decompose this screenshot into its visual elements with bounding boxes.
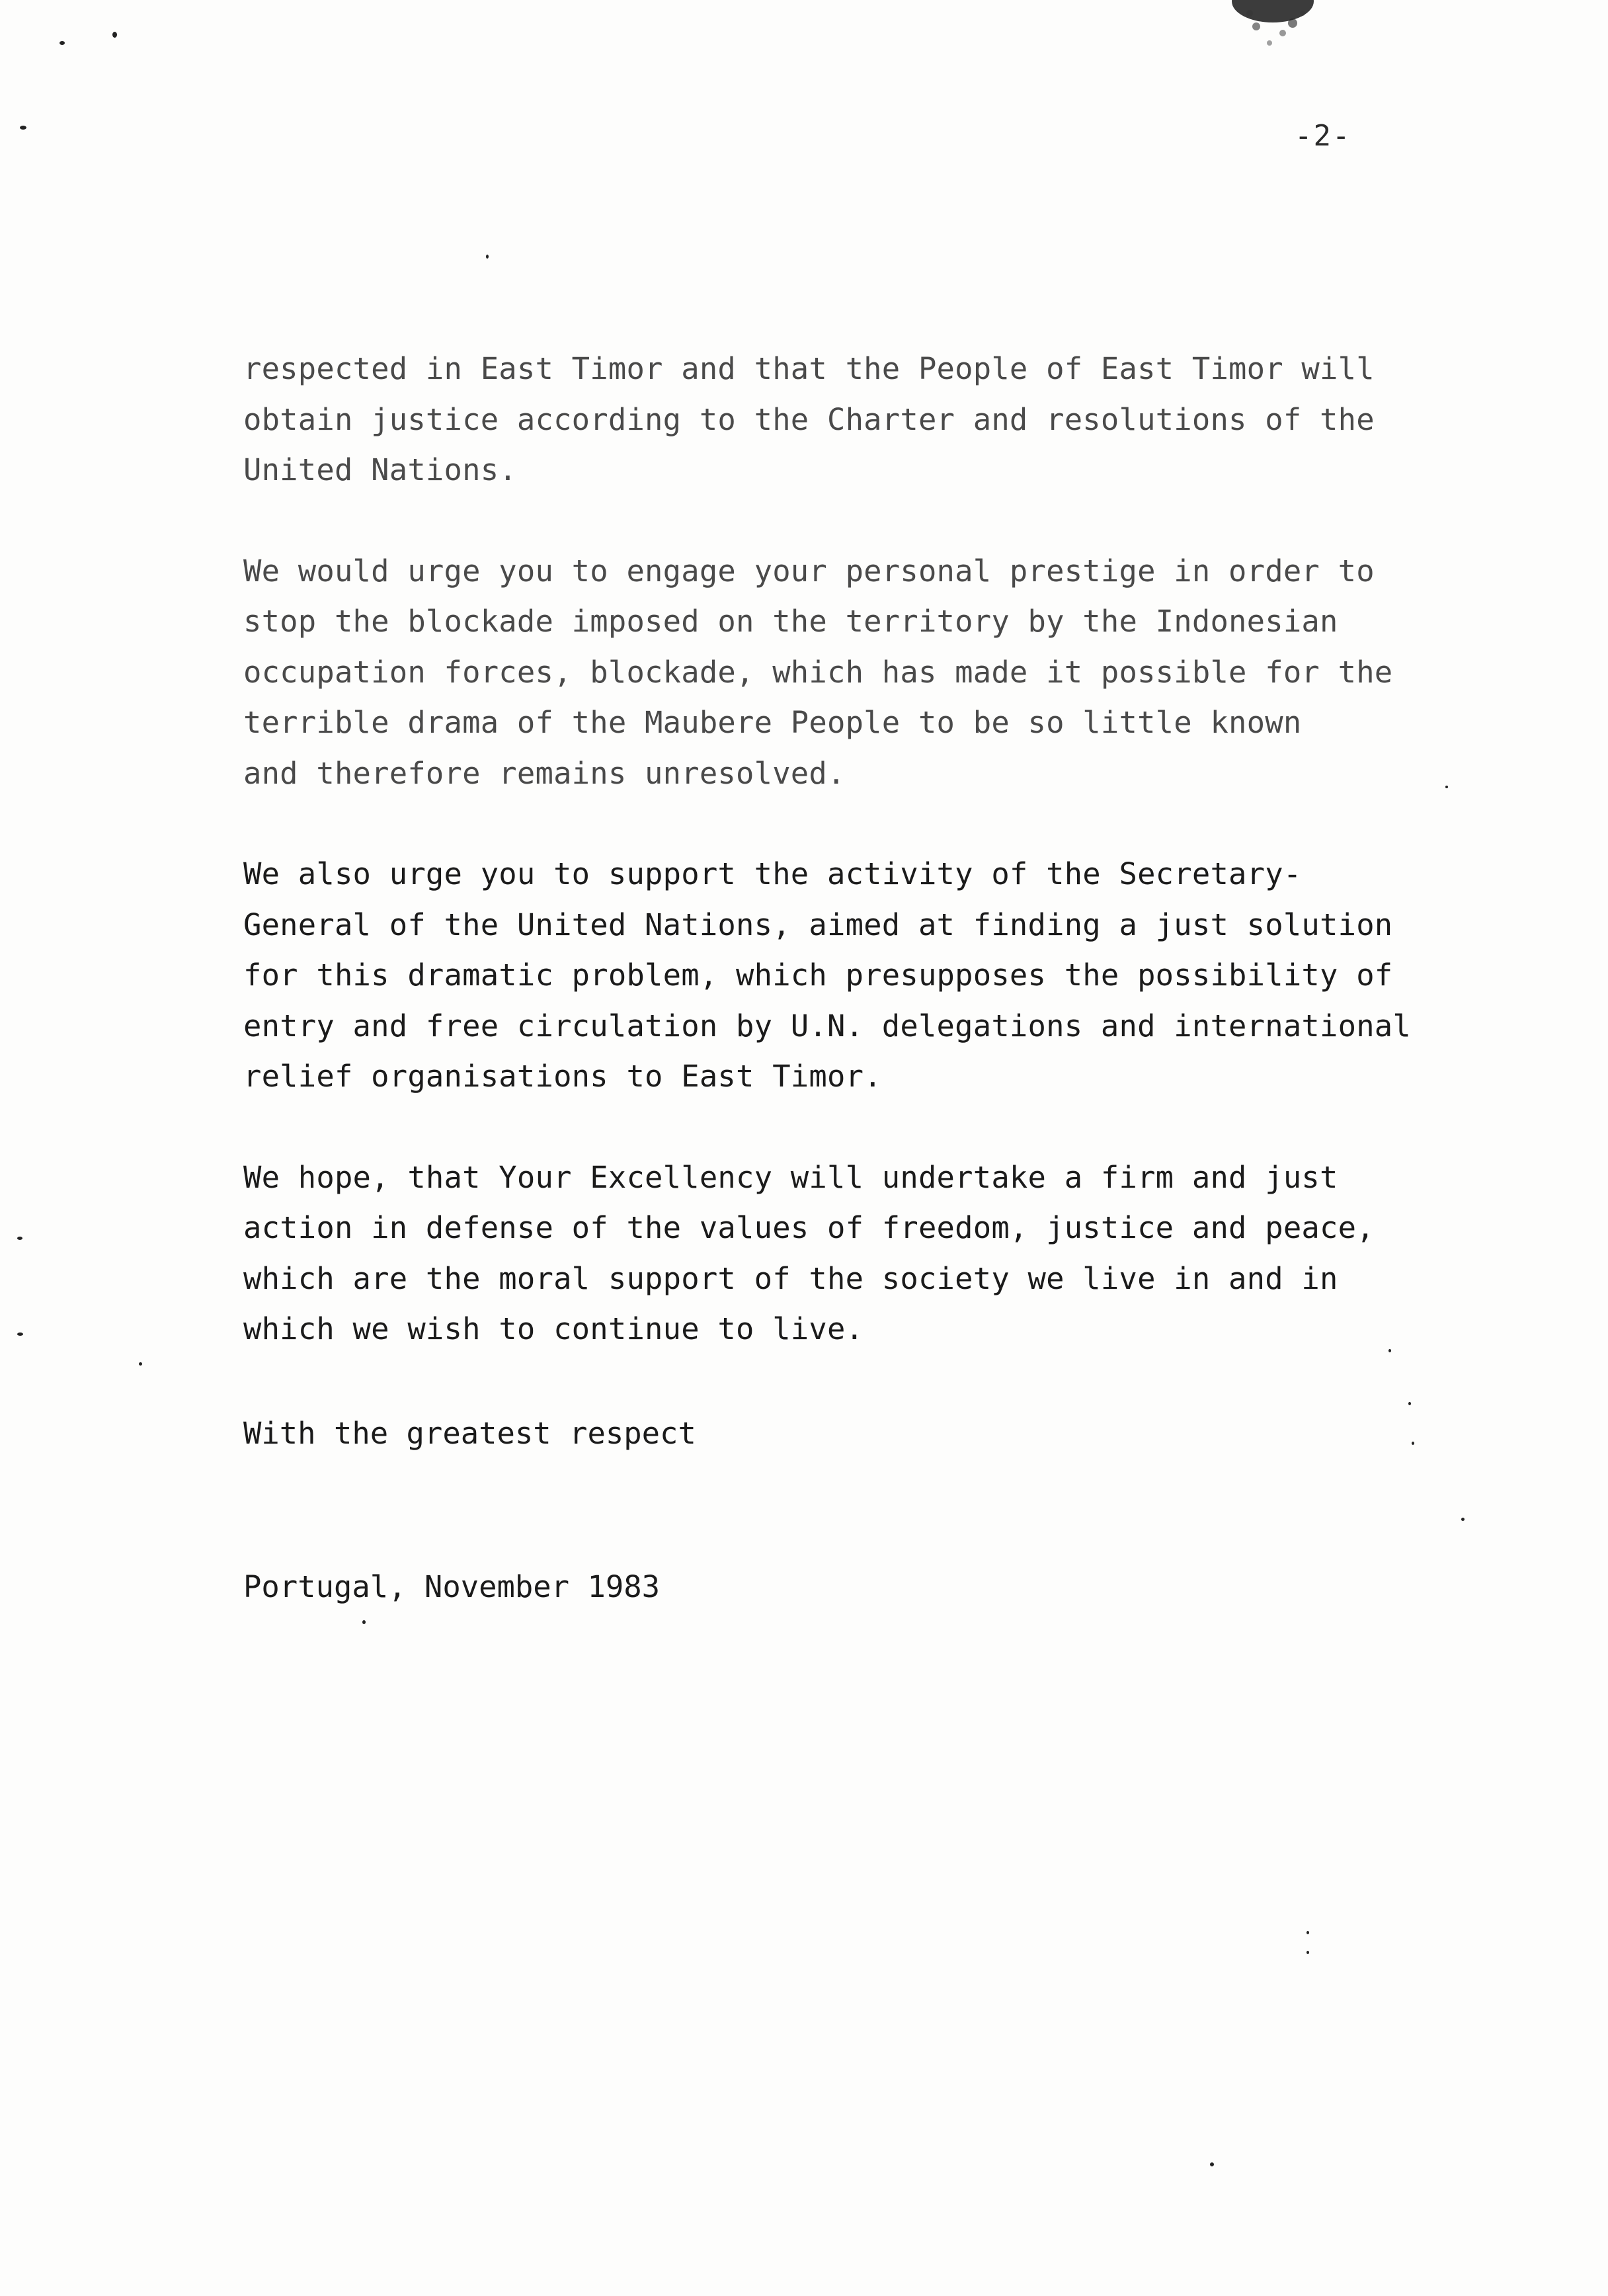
text-line: occupation forces, blockade, which has made it possible for the xyxy=(243,654,1393,690)
scan-speck xyxy=(486,255,489,259)
scan-speck xyxy=(1306,1951,1309,1954)
scan-speck xyxy=(60,41,65,45)
text-line: We would urge you to engage your personal prestige in order to xyxy=(243,553,1375,589)
text-line: entry and free circulation by U.N. delegations and international xyxy=(243,1008,1411,1044)
text-line: stop the blockade imposed on the territory by the Indonesian xyxy=(243,604,1338,639)
text-line: relief organisations to East Timor. xyxy=(243,1059,882,1094)
text-line: obtain justice according to the Charter and resolutions of the xyxy=(243,401,1375,437)
scan-speck xyxy=(139,1362,142,1366)
scan-speck xyxy=(1210,2162,1214,2166)
scan-speck xyxy=(362,1620,366,1624)
text-line: We hope, that Your Excellency will undertake a firm and just xyxy=(243,1159,1338,1195)
scan-speck xyxy=(1306,1931,1309,1934)
page-number: -2- xyxy=(1295,119,1351,153)
paragraph-2 xyxy=(243,546,1539,800)
place-date-line: Portugal, November 1983 xyxy=(243,1569,661,1604)
letter-body xyxy=(243,344,1539,1405)
text-line: respected in East Timor and that the People of East Timor will xyxy=(243,351,1375,386)
text-line: which are the moral support of the society we live in and in xyxy=(243,1260,1338,1296)
scan-speck xyxy=(112,32,117,38)
text-line: United Nations. xyxy=(243,452,517,487)
paragraph-3 xyxy=(243,849,1539,1102)
text-line: We also urge you to support the activity of the Secretary- xyxy=(243,856,1302,891)
text-line: which we wish to continue to live. xyxy=(243,1311,864,1346)
text-line: action in defense of the values of freedom, justice and peace, xyxy=(243,1210,1375,1245)
closing-line: With the greatest respect xyxy=(243,1416,696,1451)
text-line: for this dramatic problem, which presupposes the possibility of xyxy=(243,958,1393,993)
text-line: General of the United Nations, aimed at finding a just solution xyxy=(243,907,1393,942)
scan-speck xyxy=(1412,1442,1414,1445)
scan-blot xyxy=(1210,0,1329,66)
paragraph-1 xyxy=(243,344,1539,496)
scan-speck xyxy=(1461,1518,1465,1521)
text-line: and therefore remains unresolved. xyxy=(243,755,846,791)
scan-speck xyxy=(17,1332,23,1336)
text-line: terrible drama of the Maubere People to be so little known xyxy=(243,705,1302,740)
paragraph-4 xyxy=(243,1153,1539,1355)
scan-speck xyxy=(20,126,26,130)
scan-speck xyxy=(17,1237,22,1240)
